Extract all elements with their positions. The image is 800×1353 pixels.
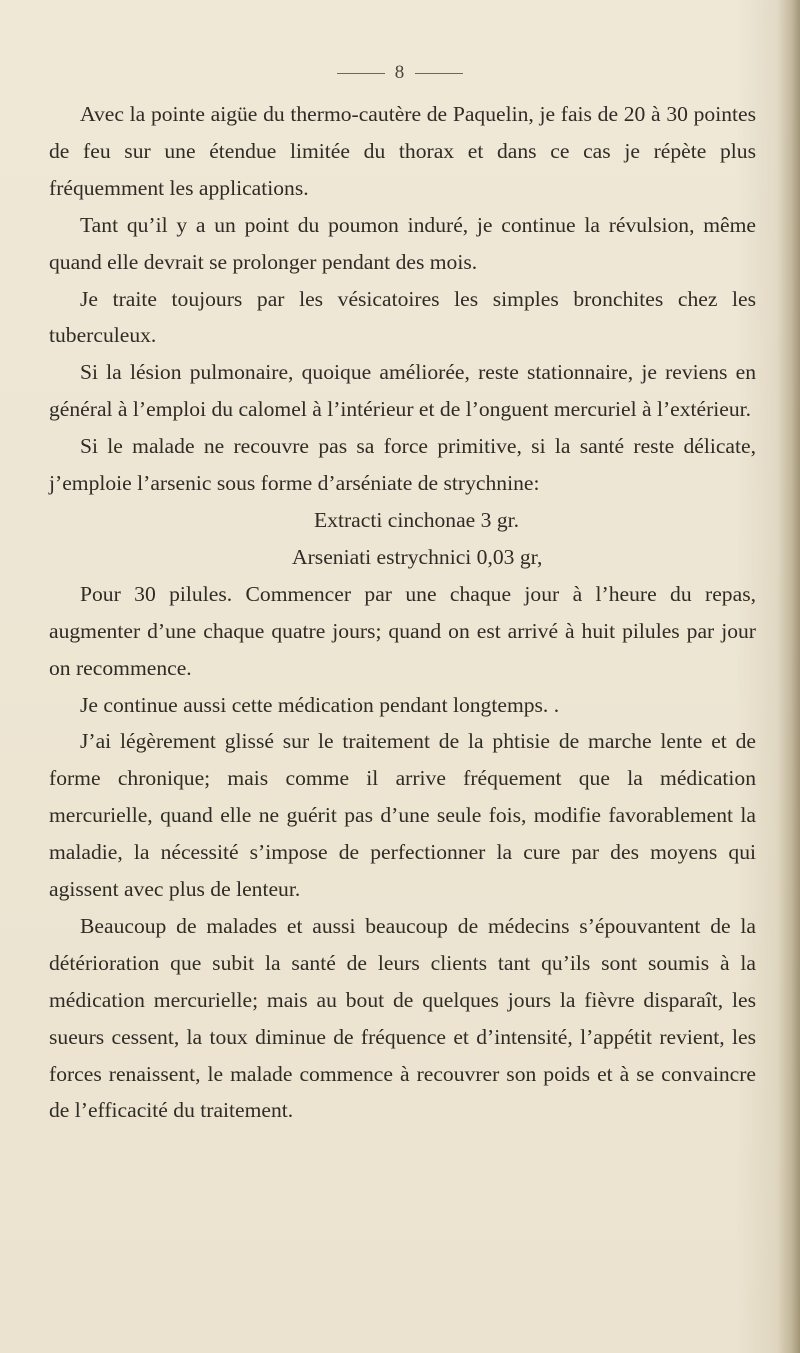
paragraph: J’ai légèrement glissé sur le traitement de la phtisie de marche lente et de forme chronique; mais comme il arrive fréquement que la médication mercurielle, quand elle ne guérit pas d’une seule fois, modifie favorablement la maladie, la nécessité s’impose de perfectionner la cure par des moyens qui agissent avec plus de lenteur. bbox=[49, 729, 756, 902]
page-number-header bbox=[0, 62, 800, 84]
paragraph: Si le malade ne recouvre pas sa force primitive, si la santé reste délicate, j’emploie l’arsenic sous forme d’arséniate de strychnine: bbox=[49, 434, 756, 496]
paragraph: Pour 30 pilules. Commencer par une chaque jour à l’heure du repas, augmenter d’une chaque quatre jours; quand on est arrivé à huit pilules par jour on recommence. bbox=[49, 581, 756, 680]
page-number-dash-right bbox=[415, 73, 463, 74]
prescription-line: Arseniati estrychnici 0,03 gr, bbox=[292, 544, 543, 569]
paragraph: Je traite toujours par les vésicatoires les simples bronchites chez les tuberculeux. bbox=[49, 286, 756, 348]
page-edge-shadow bbox=[778, 0, 800, 1353]
prescription-line: Extracti cinchonae 3 gr. bbox=[314, 507, 520, 532]
paragraph: Beaucoup de malades et aussi beaucoup de médecins s’épouvantent de la détérioration que subit la santé de leurs clients tant qu’ils sont soumis à la médication mercurielle; mais au bout de quelques jours la fièvre disparaît, les sueurs cessent, la toux diminue de fréquence et d’intensité, l’appétit revient, les forces renaissent, le malade commence à recouvrer son poids et à se convaincre de l’efficacité du traitement. bbox=[49, 913, 756, 1123]
paragraph: Avec la pointe aigüe du thermo-cautère de Paquelin, je fais de 20 à 30 pointes de feu sur une étendue limitée du thorax et dans ce cas je répète plus fréquemment les applications. bbox=[49, 102, 756, 200]
page-number: 8 bbox=[394, 62, 406, 83]
paragraph: Si la lésion pulmonaire, quoique améliorée, reste stationnaire, je reviens en général à l’emploi du calomel à l’intérieur et de l’onguent mercuriel à l’extérieur. bbox=[49, 360, 756, 422]
body-text bbox=[49, 96, 756, 1129]
paragraph: Je continue aussi cette médication pendant longtemps. . bbox=[80, 692, 560, 717]
paragraph: Tant qu’il y a un point du poumon induré, je continue la révulsion, même quand elle devrait se prolonger pendant des mois. bbox=[49, 212, 756, 274]
page-number-dash-left bbox=[337, 73, 385, 74]
